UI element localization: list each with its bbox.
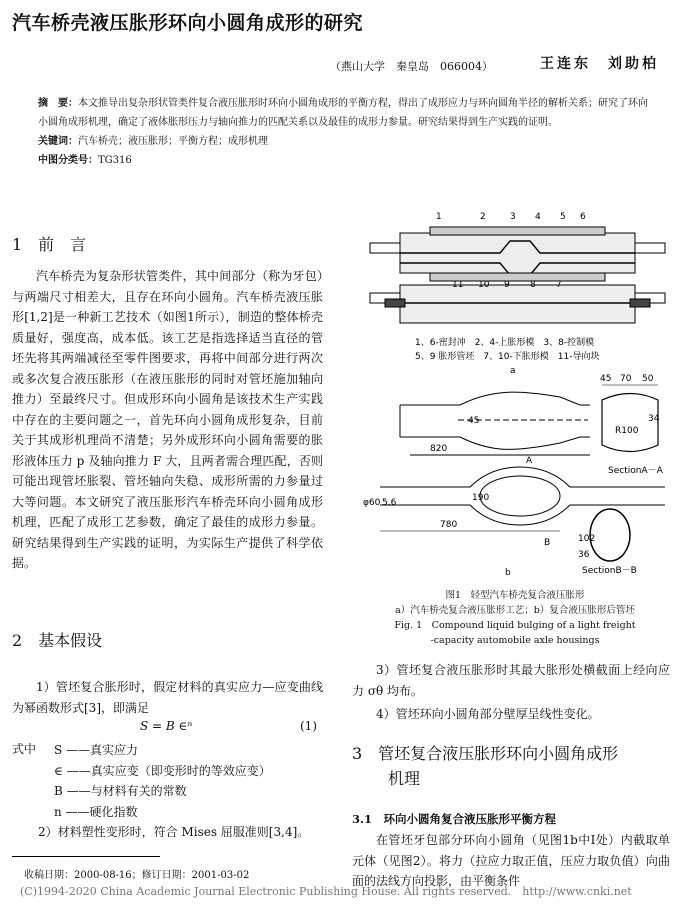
part-label: 4 [535,212,541,222]
bulged-tube-drawing [400,392,590,455]
subfigure-label: a [510,366,516,376]
abstract-paragraph [38,94,648,132]
part-label: 2 [480,212,486,222]
dimension: 820 [430,444,448,454]
assumption-4: 4）管坯环向小圆角部分壁厚呈线性变化。 [376,707,600,721]
abstract-text: 本文推导出复杂形状管类件复合液压胀形时环向小圆角成形的平衡方程，得出了成形应力与环向圆角半径的解析关系；研究了环向小圆角成形机理，确定了液体胀形压力与轴向推力的匹配关系以及最佳的成形力参量。研究结果得到生产实践的证明。 [38,98,648,128]
abstract-block [38,94,648,170]
subsection-3-1-heading: 3.1 环向小圆角复合液压胀形平衡方程 [352,812,557,826]
dimension: φ60 [363,498,381,508]
part-label: 6 [580,212,586,222]
received-date: 收稿日期：2000-08-16；修订日期：2001-03-02 [24,870,250,881]
part-label: 5 [560,212,566,222]
keywords: 汽车桥壳；液压胀形；平衡方程；成形机理 [78,136,268,147]
section-b-b-drawing [590,509,630,561]
dimension: 190 [472,493,490,503]
equation-number: (1) [300,719,317,733]
assumption-2: 2）材料塑性变形时，符合 Mises 屈服准则[3,4]。 [38,825,310,839]
caption-en-line: -capacity automobile axle housings [430,635,600,646]
footnote-divider [12,856,160,857]
definition-item: B ——与材料有关的常数 [54,784,187,798]
copyright-footer: (C)1994-2020 China Academic Journal Electronic Publishing House. All rights reserved. http://www.cnki.net [20,885,632,898]
part-label: 3 [510,212,516,222]
classification-line [38,151,648,170]
dimension: 45 [600,374,612,384]
dimension: 102 [578,534,596,544]
tube-front-view [380,467,665,531]
dimension: 780 [440,520,458,530]
affiliation: （燕山大学 秦皇岛 066004） [330,60,493,73]
subfigure-label: b [505,568,511,578]
section-1-heading: 1 前 言 [12,235,87,254]
dimension: 5.6 [382,498,397,508]
paper-title: 汽车桥壳液压胀形环向小圆角成形的研究 [12,12,364,34]
section-1-paragraph: 汽车桥壳为复杂形状管类件，其中间部分（称为牙包）与两端尺寸相差大，且存在环向小圆角。汽车桥壳液压胀形[1,2]是一种新工艺技术（如图1所示），制造的整体桥壳质量好，强度高，成本低。该工艺是指选择适当直径的管坯先将其两端减径至零件图要求，再将中间部分进行两次或多次复合液压胀形（在液压胀形的同时对管坯施加轴向推力）至最终尺寸。但成形环向小圆角是该技术生产实践中存在的主要问题之一，首先环向小圆角成形复杂，目前关于其成形机理尚不清楚；另外成形环向小圆角需要的胀形液体压力 p 及轴向推力 F 大，且两者需合理匹配，否则可能出现管坯胀裂、管坯轴向失稳、成形所需的力参量过大等问题。本文研究了液压胀形汽车桥壳环向小圆角成形机理，匹配了成形工艺参数，确定了最佳的成形力参量。研究结果得到生产实践的证明，为实际生产提供了科学依据。 [12,269,323,570]
section-2-heading: 2 基本假设 [12,631,103,650]
keywords-line [38,132,648,151]
definition-item: n ——硬化指数 [54,804,138,819]
section-marker: B [544,538,551,548]
classification-label: 中图分类号： [38,155,98,166]
dimension: 50 [642,374,654,384]
dimension: 45 [468,416,480,426]
where-label: 式中 [12,742,37,756]
symbol-definitions [54,740,271,822]
definition-item: S ——真实应力 [54,743,139,757]
dimension: R100 [615,426,639,436]
section-3-heading-cont: 机理 [388,769,421,788]
part-label: 8 [530,280,536,290]
authors: 王连东 刘助柏 [540,56,659,72]
part-label: 9 [504,280,510,290]
keywords-label: 关键词： [38,136,78,147]
figure-caption [360,588,670,648]
caption-en-line: Fig. 1 Compound liquid bulging of a light freight [394,620,636,631]
part-label: 11 [452,280,464,290]
caption-zh-sub: a）汽车桥壳复合液压胀形工艺；b）复合液压胀形后管坯 [395,605,635,616]
dimension: 34 [648,414,660,424]
dimension: 36 [578,550,590,560]
assumption-3: 3）管坯复合液压胀形时其最大胀形处横截面上经向应力 σθ 均布。 [352,663,670,698]
figure-1-drawing [360,205,675,583]
section-marker: A [526,456,533,466]
die-assembly-drawing [370,227,665,323]
abstract-label: 摘 要： [38,98,78,109]
part-label: 10 [478,280,490,290]
classification-code: TG316 [98,155,132,166]
assumption-1: 1）管坯复合胀形时，假定材料的真实应力—应变曲线为幂函数形式[3]，即满足 [12,680,323,715]
section-3-heading: 3 管坯复合液压胀形环向小圆角成形 [352,744,619,763]
part-label: 1 [436,212,442,222]
equation-1: S = B ∈ⁿ [140,719,193,733]
figure-legend-line: 1、6-密封冲 2、4-上胀形模 3、8-控制模 [415,338,595,348]
subsection-3-1-paragraph: 在管坯牙包部分环向小圆角（见图1b中Ⅰ处）内截取单元体（见图2）。将力（拉应力取正值，压应力取负值）向曲面的法线方向投影，由平衡条件 [352,833,670,888]
caption-zh: 图1 轻型汽车桥壳复合液压胀形 [445,590,585,601]
section-label: SectionB－B [582,566,637,576]
figure-legend-line: 5、9 胀形管坯 7、10-下胀形模 11-导向块 [415,352,600,362]
part-label: 7 [556,280,562,290]
section-label: SectionA－A [608,466,663,476]
dimension: 70 [620,374,632,384]
definition-item: ∈ ——真实应变（即变形时的等效应变） [54,763,271,778]
